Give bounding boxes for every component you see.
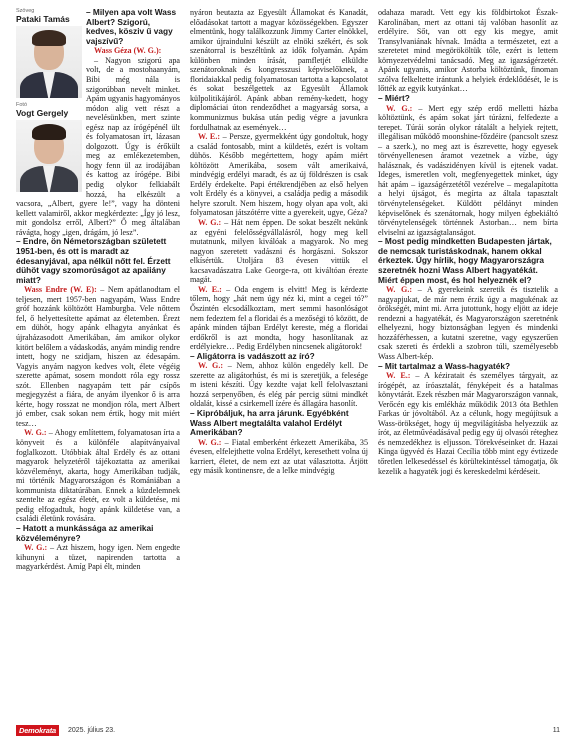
answer-text: – Hát nem éppen. De sokat beszélt nekünk az egyéni felelősségvállalásról, hogy meg kell mutatnunk, milyen kiválóak a magyarok. No meg nagyon szeretett vadászni és horgászni. Sokszor elkísértük. Utoljára 83 évesen vittük el kacsavadászatra Lake George-ra, ott kiváltóan érezte magát. — [190, 218, 368, 285]
credit-name-photo: Vogt Gergely — [16, 108, 69, 118]
interview-question: – Hatott a munkássága az amerikai közvéleményre? — [16, 522, 154, 543]
body-paragraph: – Nagyon szigorú apa volt, de a mostohaanyám, Bibi még nála is szigorúbban nevelt minket. Apám ugyanis hagyományos módon alig vett részt a nevelésünkben, mert szinte egész nap az írógépénél ült és folyamatosan írt, lázasan dolgozott. Úgy is érőkült meg az emlékezetemben, hogy fenn ül az irodájában és kattog az írógépe. Bibi pedig olykor felkiabált hozzá, ha elkészült a vacsora, „Albert, gyere le!”, vagy ha dönteni kellett valamiről, akkor megkérdezte: „Így jó lesz, mit gondolsz erről, Albert?” Ő meg általában rávágta, hogy „igen, drágám, jó lesz”. — [16, 55, 180, 237]
speaker-label: Wass Géza (W. G.): — [94, 46, 162, 56]
page-footer — [16, 725, 560, 737]
interview-question: – Aligátorra is vadászott az író? — [190, 350, 315, 361]
speaker-label: W. G.: — [24, 543, 48, 553]
interview-answer — [378, 285, 558, 361]
column-3 — [378, 8, 558, 476]
answer-text: – Nem apátlanodtam el teljesen, mert 1957-ben nagyapám, Wass Endre gróf hozzánk költözött Hamburgba. Vele nőttem fel, ő helyettesítette apámat az életemben. Érezt em dühöt, hogy apánk elhagyta anyánkat és újraházasodott Amerikában, ám amikor olykor kitört belőlem a vádaskodás, anyám mindig rendre intett, hogy ne szidjam, hiszen az édesapám. Vagyis anyám nagyon kedves volt, élete végéig szerette apámat, sosem mondott róla egy rossz szót. Ellenben nagyapám tett pár csípős megjegyzést a fiára, de anyám ilyenkor ő is arra kérte, hogy rosszat ne mondjon róla, mert Albert jó ember, csak sokan nem értik, hogy mit miért tesz… — [16, 285, 180, 428]
interview-question: – Miért? — [378, 92, 410, 103]
interview-answer — [190, 361, 368, 409]
answer-text: – Oda engem is elvitt! Meg is kérdezte tőlem, hogy „hát nem úgy néz ki, mint a cegei tó?” Őszintén elcsodálkoztam, mert semmi hasonlóságot nem fedeztem fel a floridai és a mezőségi tó között, de apánk minden tájban Erdélyt kereste, még a floridai erdőkről is azt mondta, hogy hasonlítanak az erdélyiekre… Pedig Erdélyben nincsenek aligátorok! — [190, 284, 368, 352]
column-2 — [190, 8, 368, 476]
portrait-photo-2 — [16, 120, 82, 192]
interview-question: – Most pedig mindketten Budapesten jártak, de nemcsak turistáskodnak, hanem okkal érkeztek. Úgy hírlik, hogy Magyarországra szeretnék hozni Wass Albert hagyatékát. Miért éppen most, és hol helyeznék el? — [378, 236, 552, 285]
interview-answer — [190, 218, 368, 285]
interview-answer — [378, 104, 558, 238]
speaker-label: W. E.: — [198, 132, 221, 142]
interview-answer — [16, 285, 180, 428]
speaker-label: W. E.: — [198, 284, 222, 294]
portrait-photo-1 — [16, 26, 82, 98]
credit-name-text: Pataki Tamás — [16, 14, 70, 24]
answer-text: – A kéziratait és személyes tárgyait, az írógépét, az íróasztalát, fényképeit és a hatalmas könyvtárát. Ezek részben már Magyarországon vannak, Verőcén egy kis emlékház működik 2013 óta Bethlen Farkas úr jóvoltából. Az a célunk, hogy megújítsuk a Wass-örökséget, hogy új megvilágításba helyezzük az írót, az életművéadásával pedig egy új olvasói réteghez és nemzedékhez is eljusson. Törekvéseinket dr. Hazai Kinga ügyvéd és Hazai Cecília több mint egy évtizede tőretlen lelkesedéssel és körültekintéssel támogatja, ők kezelik a hagyaték jogi és kereskedelmi kérdéseit. — [378, 371, 559, 476]
body-paragraph: odahaza maradt. Vett egy kis földbirtokot Észak-Karolinában, mert az ottani táj valóban hasonlít az erdélyire. Sőt, van ott egy kis megye, amit Transylvaniának hívnak. Imádta a természetet, ezt a szeretetet mind megörököltük tőle, ezért is lettem környezetvédelmi tanácsadó. Meg az igazságérzetét. Apánk ugyanis, amikor Astorba költöztünk, finoman szólva felkeltette irántunk a helyiek érdeklődését, le is lőtték az egyik kutyánkat… — [378, 8, 558, 94]
speaker-label: W. G.: — [24, 428, 47, 438]
column-2-text — [190, 8, 368, 476]
interview-question: – Milyen apa volt Wass Albert? Szigorú, kedves, kösziv ű vagy vajszívű? — [86, 7, 177, 46]
answer-text: – Mert egy szép erdő melletti házba költöztünk, és apám sokat járt túrázni, felfedezte a terepet. Túrái során olykor rátalált a helyiek rejtett, illegálisan működő moonshine-főzdéire (pancsolt szesz – a szerk.), no meg azt is észrevette, hogy egyesek törvényellenesen áramot vezetnek a vízbe, úgy halásznak, és vadászidényen kívül is ejtenek vadat. Ideges, ismeretlen volt, megfenyegettek minket, úgy hát apám – igazságérzetétől vezérelve – megalapította a helyi újságot, és megírta az általa tapasztalt törvénytelenségeket. Küldött példányt minden képviselőnek és szenátornak, hogy milyen égbekiáltó törvénytelenségek történnek Astorban… nem bírta elviselni az igazságtalanságot. — [378, 103, 558, 237]
interview-answer — [190, 285, 368, 352]
interview-question: – Mit tartalmaz a Wass-hagyaték? — [378, 360, 511, 371]
speaker-label: W. G.: — [198, 437, 222, 447]
interview-answer — [378, 371, 558, 476]
credits-block — [16, 8, 82, 196]
speaker-label: W. G.: — [198, 218, 222, 228]
magazine-logo: Demokrata — [16, 725, 59, 736]
answer-text: – Fiatal emberként érkezett Amerikába, 35 évesen, elfelejthette volna Erdélyt, keresethett volna új karriert, életet, de nem ezt az utat választotta. Átjött egy másik kontinensre, de a lelke mindvégig — [190, 437, 368, 476]
interview-answer — [16, 428, 180, 523]
page-number: 11 — [552, 727, 560, 734]
answer-text: – A gyerekeink szeretik és tisztelik a nagyapjukat, de már nem érzik úgy a magukénak az örökségét, mint mi. Arra jutottunk, hogy eljött az ideje rendezni a hagyatékát, és Magyarországon szeretnénk elhelyezni, hogy biztonságban legyen és mindenki hozzáférhessen, a kutatni szeretne, vagy egyszerűen csak szereti és érdekli a szobron túli, személyesebb Wass Albert-kép. — [378, 285, 558, 361]
interview-answer — [16, 543, 180, 572]
body-paragraph: nyáron beutazta az Egyesült Államokat és Kanadát, előadásokat tartott a magyar közösségekben. Egyszer elmentünk, hogy találkozzunk Jimmy Carter elnökkel, amikor újraindulni készült az elnöki székért, és sok szenátorral is beszéltünk az idők folyamán. Apám különben minden írását, pamfletjét elküldte szenátoroknak és kongresszusi képviselőknek, a floridaiakkal pedig folyamatosan tartotta a kapcsolatot és sokat beszélgettek az Egyesült Államok külpolitikájáról. Apánk abban remény-kedett, hogy diplomáciai úton rendeződhet a magyarság sorsa, a kommunizmus bukása után pedig végre a javunkra fordulhatnak az események… — [190, 8, 368, 132]
speaker-label: Wass Endre (W. E): — [24, 285, 97, 295]
answer-text: – Azt hiszem, hogy igen. Nem engedte kihunyni a tüzet, napirenden tartotta a magyarkérdést. Amíg Papi élt, minden — [16, 543, 180, 572]
interview-answer — [190, 132, 368, 218]
speaker-label: W. G.: — [386, 103, 413, 113]
speaker-label: W. E.: — [386, 371, 411, 381]
credit-role-text: Szöveg — [16, 8, 35, 14]
answer-text: – Ahogy említettem, folyamatosan írta a könyveit és a különféle alapítványaival foglalkozott. Utóbbiak által Erdély és az ottani magyarok helyzetéről tájékoztatta az amerikai közvéleményt, akarta, hogy Amerikában tudják, mi történik Magyarországon és Romániában a kommunista diktatúrában. Ennek a küzdelemnek szentelte az egész életét, ez volt a küldetése, mi pedig elfogadtuk, hogy apánk küldetése van, a családi életünk rovására. — [16, 428, 180, 524]
interview-question: – Endre, ön Németországban született 1951-ben, és ott is maradt az édesanyjával, apa nélkül nőtt fel. Érzett dühöt vagy szomorúságot az apaiiány miatt? — [16, 236, 171, 285]
interview-question: – Kipróbáljuk, ha arra járunk. Egyébként Wass Albert megtalálta valahol Erdélyt Amerikában? — [190, 408, 349, 438]
column-3-text — [378, 8, 558, 476]
speaker-label: W. G.: — [386, 285, 413, 295]
answer-text: – Nem, ahhoz külön engedély kell. De szerette az aligátorhúst, és mi is szeretjük, a felesége m isteni készíti. Úgy kezdte vajat kell felolvasztani hozzá serpenyőben, és elég pár percig sütni mindkét oldalát, kissé a csirkemell ízére és állagára hasonlít. — [190, 361, 368, 409]
issue-date: 2025. július 23. — [68, 727, 116, 734]
credit-role-photo: Fotó — [16, 102, 28, 108]
interview-answer — [190, 438, 368, 476]
answer-text: – Persze, gyermekként úgy gondoltuk, hogy a család fontosabb, mint a küldetés, ezért is voltam dühös. Később megértettem, hogy apám miért költözött Amerikába, sosem vált amerikaivá, mindvégig erdélyi maradt, és az új földrészen is csak Erdély érdekelte. Papi értékrendjében az első helyen volt Erdély és a könyvei, a családja pedig a második helyre szorult. Nem hiszem, hogy olyan apa volt, aki folyamatosan játszótérre vitte a gyerekeit, ugye, Géza? — [190, 132, 368, 218]
column-1 — [16, 8, 180, 572]
speaker-label: W. G.: — [198, 361, 224, 371]
